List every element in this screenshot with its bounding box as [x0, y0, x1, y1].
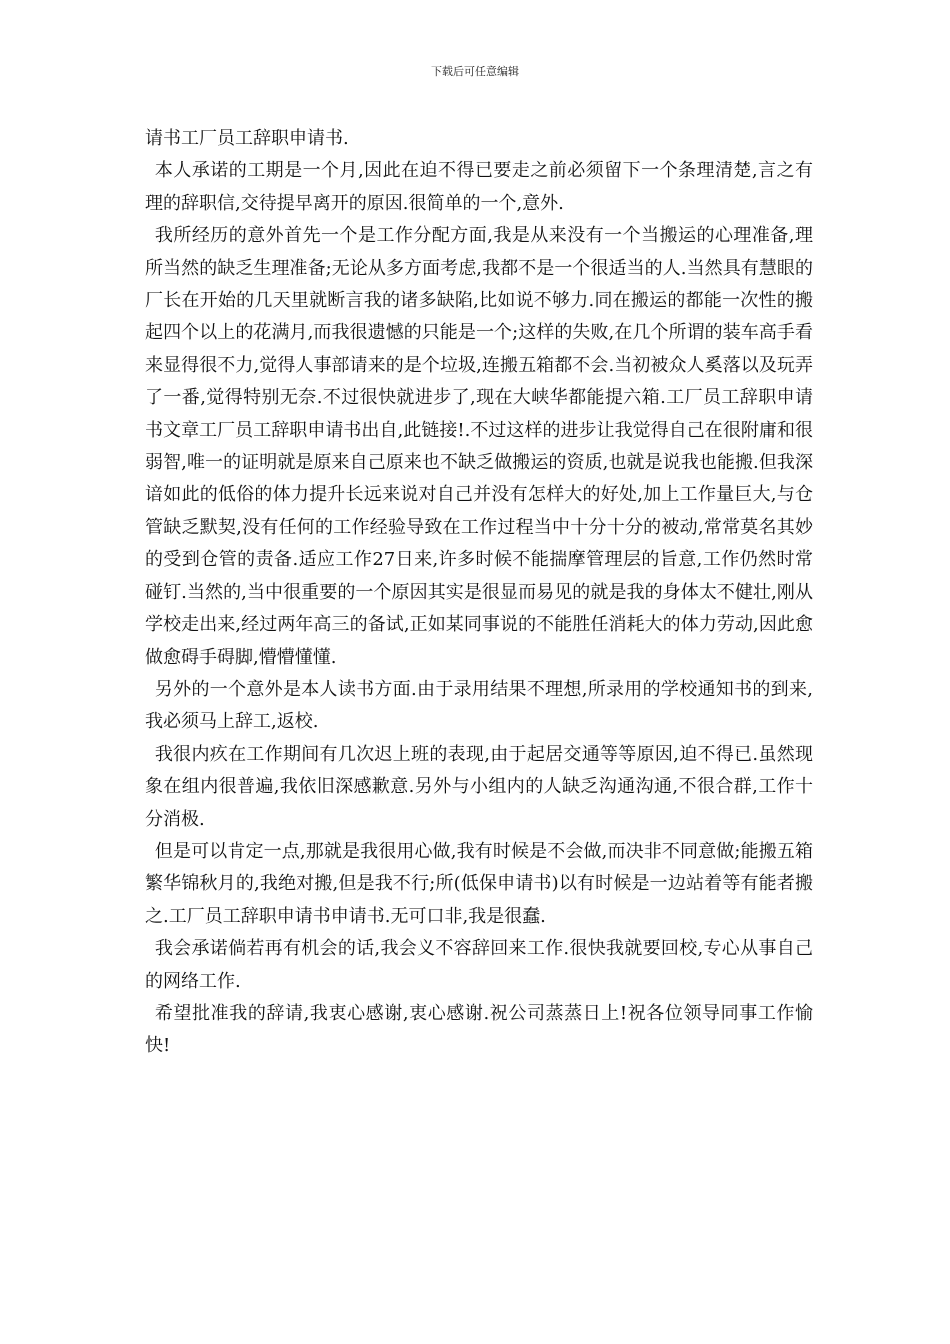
paragraph-apology: 我很内疚在工作期间有几次迟上班的表现,由于起居交通等等原因,迫不得已.虽然现象在组内很普遍,我依旧深感歉意.另外与小组内的人缺乏沟通沟通,不很合群,工作十分消极.	[145, 743, 813, 830]
paragraph-promise: 本人承诺的工期是一个月,因此在迫不得已要走之前必须留下一个条理清楚,言之有理的辞职信,交待提早离开的原因.很简单的一个,意外.	[145, 160, 813, 214]
paragraph-effort: 但是可以肯定一点,那就是我很用心做,我有时候是不会做,而决非不同意做;能搬五箱繁华锦秋月的,我绝对搬,但是我不行;所(低保申请书)以有时候是一边站着等有能者搬之.工厂员工辞职申请书申请书.无可口非,我是很蠢.	[145, 840, 813, 927]
paragraph-study: 另外的一个意外是本人读书方面.由于录用结果不理想,所录用的学校通知书的到来,我必须马上辞工,返校.	[145, 678, 813, 733]
paragraph-work-assignment: 我所经历的意外首先一个是工作分配方面,我是从来没有一个当搬运的心理准备,理所当然的缺乏生理准备;无论从多方面考虑,我都不是一个很适当的人.当然具有慧眼的厂长在开始的几天里就断言我的诸多缺陷,比如说不够力.同在搬运的都能一次性的搬起四个以上的花满月,而我很遗憾的只能是一个;这样的失败,在几个所谓的装车高手看来显得很不力,觉得人事部请来的是个垃圾,连搬五箱都不会.当初被众人奚落以及玩弄了一番,觉得特别无奈.不过很快就进步了,现在大峡华都能提六箱.工厂员工辞职申请书文章工厂员工辞职申请书出自,此链接!.不过这样的进步让我觉得自己在很附庸和很弱智,唯一的证明就是原来自己原来也不缺乏做搬运的资质,也就是说我也能搬.但我深谙如此的低俗的体力提升长远来说对自己并没有怎样大的好处,加上工作量巨大,与仓管缺乏默契,没有任何的工作经验导致在工作过程当中十分十分的被动,常常莫名其妙的受到仓管的责备.适应工作27日来,许多时候不能揣摩管理层的旨意,工作仍然时常碰钉.当然的,当中很重要的一个原因其实是很显而易见的就是我的身体太不健壮,刚从学校走出来,经过两年高三的备试,正如某同事说的不能胜任消耗大的体力劳动,因此愈做愈碍手碍脚,懵懵懂懂.	[145, 225, 813, 668]
paragraph-closing: 希望批准我的辞请,我衷心感谢,衷心感谢.祝公司蒸蒸日上!祝各位领导同事工作愉快!	[145, 1002, 813, 1057]
paragraph-return: 我会承诺倘若再有机会的话,我会义不容辞回来工作.很快我就要回校,专心从事自己的网络工作.	[145, 938, 813, 992]
document-body	[145, 123, 813, 1063]
page-header: 下载后可任意编辑	[431, 65, 519, 78]
paragraph-title-line: 请书工厂员工辞职申请书.	[145, 128, 349, 149]
